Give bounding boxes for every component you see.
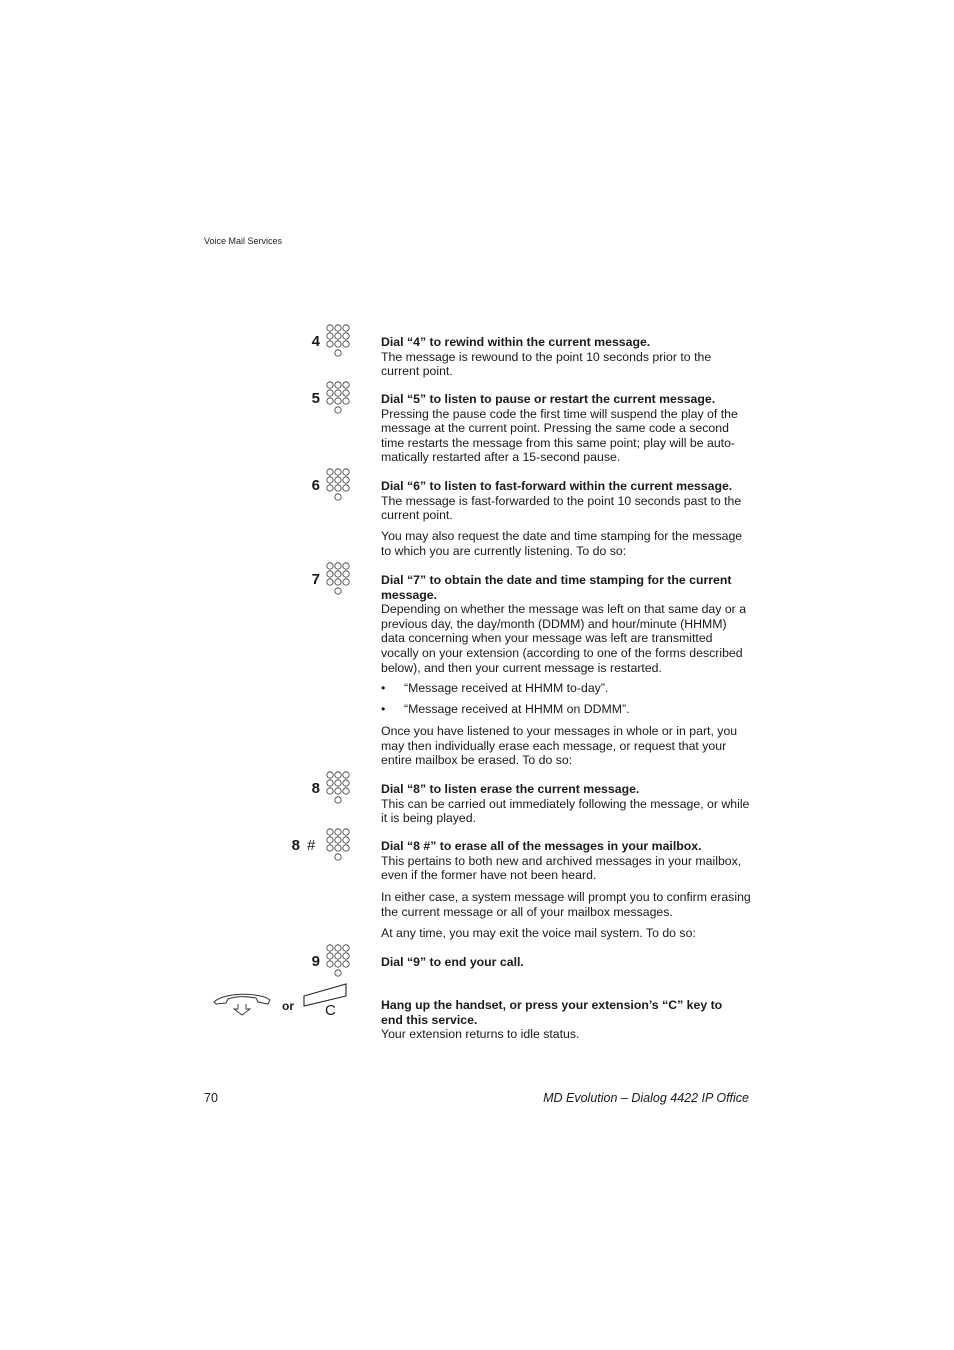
keypad-icon <box>325 944 351 978</box>
keypad-icon <box>325 468 351 502</box>
key-digit-9: 9 <box>311 953 320 970</box>
or-label: or <box>282 999 294 1013</box>
c-key-label: C <box>325 1002 336 1019</box>
step-8: Dial “8” to listen erase the current message. This can be carried out immediately following the message, or while it is being played. <box>381 782 750 826</box>
key-digit-8: 8 <box>311 780 320 797</box>
step-title: Dial “5” to listen to pause or restart the current message. <box>381 392 716 406</box>
step-9 <box>381 955 751 970</box>
page-number: 70 <box>204 1091 218 1105</box>
step-title: Hang up the handset, or press your extension’s “C” key to <box>381 998 723 1012</box>
paragraph-date-intro: You may also request the date and time stamping for the message to which you are currently listening. To do so: <box>381 529 743 558</box>
key-hash: # <box>307 837 316 854</box>
step-title: Dial “7” to obtain the date and time stamping for the current <box>381 573 732 587</box>
key-digit-5: 5 <box>311 390 320 407</box>
step-hang-up: Hang up the handset, or press your extension’s “C” key to end this service. Your extension returns to idle status. <box>381 998 751 1042</box>
step-8-hash: Dial “8 #” to erase all of the messages in your mailbox. This pertains to both new and archived messages in your mailbox, even if the former have not been heard. <box>381 839 751 883</box>
keypad-icon <box>325 828 351 862</box>
key-digit-4: 4 <box>311 333 320 350</box>
keypad-icon <box>325 324 351 358</box>
keypad-icon <box>325 562 351 596</box>
bullet-marker: • <box>381 702 386 716</box>
section-header: Voice Mail Services <box>204 236 283 246</box>
handset-hang-up-icon <box>210 990 274 1016</box>
bullet-marker: • <box>381 681 386 695</box>
step-6: Dial “6” to listen to fast-forward within the current message. The message is fast-forwarded to the point 10 seconds past to the current point. <box>381 479 751 523</box>
step-5: Dial “5” to listen to pause or restart the current message. Pressing the pause code the first time will suspend the play of the message at the current point. Pressing the same code a second time restarts the message from this same point; play will be auto- matically restarted after a 15-second pause. <box>381 392 751 465</box>
step-title: Dial “8 #” to erase all of the messages in your mailbox. <box>381 839 702 853</box>
key-digit-6: 6 <box>311 477 320 494</box>
paragraph-erase-intro: Once you have listened to your messages in whole or in part, you may then individually erase each message, or request that your entire mailbox be erased. To do so: <box>381 724 738 768</box>
step-title: Dial “8” to listen erase the current message. <box>381 782 640 796</box>
keypad-icon <box>325 381 351 415</box>
step-4: Dial “4” to rewind within the current message. The message is rewound to the point 10 seconds prior to the current point. <box>381 335 751 379</box>
key-digit-7: 7 <box>311 571 320 588</box>
step-title: Dial “6” to listen to fast-forward within the current message. <box>381 479 733 493</box>
step-7: Dial “7” to obtain the date and time stamping for the current message. Depending on whether the message was left on that same day or a previous day, the day/month (DDMM) and hour/minute (HHMM) data concerning when your message was left are transmitted vocally on your extension (according to one of the forms described below), and then your current message is restarted. <box>381 573 751 675</box>
paragraph-confirm: In either case, a system message will prompt you to confirm erasing the current message or all of your mailbox messages. <box>381 890 751 919</box>
document-title: MD Evolution – Dialog 4422 IP Office <box>543 1091 749 1105</box>
step-title: Dial “9” to end your call. <box>381 955 524 969</box>
keypad-icon <box>325 771 351 805</box>
step-title: Dial “4” to rewind within the current message. <box>381 335 651 349</box>
paragraph-exit-intro: At any time, you may exit the voice mail system. To do so: <box>381 926 696 940</box>
key-digit-8: 8 <box>291 837 300 854</box>
